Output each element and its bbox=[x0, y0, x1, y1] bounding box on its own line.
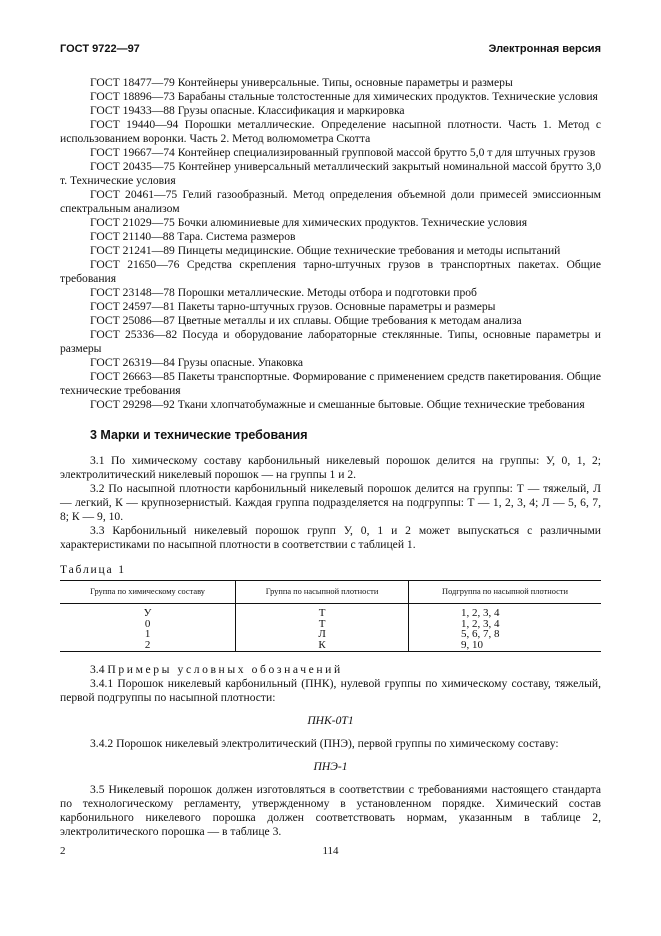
table-cell: 1 bbox=[144, 628, 151, 640]
paragraph-3-1: 3.1 По химическому составу карбонильный никелевый порошок делится на группы: У, 0, 1, 2; электролитический никелевый порошок — на группы 1 и 2. bbox=[60, 454, 601, 481]
reference-item: ГОСТ 26663—85 Пакеты транспортные. Формирование с применением средств пакетирования. Общие технические требования bbox=[60, 370, 601, 397]
paragraph-3-5: 3.5 Никелевый порошок должен изготовляться в соответствии с требованиями настоящего стандарта по технологическому регламенту, утвержденному в установленном порядке. Химический состав карбонильного никелевого порошка должен соответствовать нормам, указанным в таблице 2, электролитического порошка — в таблице 3. bbox=[60, 783, 601, 838]
table-row bbox=[60, 640, 601, 652]
table-cell: Л bbox=[236, 629, 409, 640]
table-cell: 0 bbox=[144, 617, 151, 630]
reference-item: ГОСТ 18896—73 Барабаны стальные толстостенные для химических продуктов. Технические условия bbox=[90, 90, 598, 103]
reference-item: ГОСТ 19440—94 Порошки металлические. Определение насыпной плотности. Часть 1. Метод с использованием воронки. Часть 2. Метод волюмометра Скотта bbox=[60, 118, 601, 145]
reference-item: ГОСТ 21650—76 Средства скрепления тарно-штучных грузов в транспортных пакетах. Общие требования bbox=[60, 258, 601, 285]
table-cell: Т bbox=[236, 604, 409, 619]
reference-item: ГОСТ 23148—78 Порошки металлические. Методы отбора и подготовки проб bbox=[90, 286, 477, 299]
paragraph-3-3: 3.3 Карбонильный никелевый порошок групп У, 0, 1 и 2 может выпускаться с различными характеристиками по насыпной плотности в соответствии с таблицей 1. bbox=[60, 524, 601, 551]
subsection-title: Примеры условных обозначений bbox=[107, 663, 343, 676]
page-footer bbox=[60, 844, 601, 858]
table-cell: 1, 2, 3, 4 bbox=[409, 604, 602, 619]
section-heading: 3 Марки и технические требования bbox=[90, 428, 308, 442]
reference-item: ГОСТ 20461—75 Гелий газообразный. Метод определения объемной доли примесей эмиссионным спектральным анализом bbox=[60, 188, 601, 215]
designation-example-1: ПНК-0Т1 bbox=[307, 714, 354, 727]
version-label: Электронная версия bbox=[488, 43, 601, 55]
table-row bbox=[60, 629, 601, 640]
column-header: Группа по химическому составу bbox=[60, 581, 236, 604]
table-cell: Т bbox=[236, 619, 409, 630]
table-cell: К bbox=[236, 640, 409, 652]
reference-item: ГОСТ 25086—87 Цветные металлы и их сплавы. Общие требования к методам анализа bbox=[90, 314, 522, 327]
reference-item: ГОСТ 24597—81 Пакеты тарно-штучных грузов. Основные параметры и размеры bbox=[90, 300, 496, 313]
reference-item: ГОСТ 29298—92 Ткани хлопчатобумажные и смешанные бытовые. Общие технические требования bbox=[90, 398, 585, 411]
reference-item: ГОСТ 26319—84 Грузы опасные. Упаковка bbox=[90, 356, 304, 369]
reference-item: ГОСТ 21140—88 Тара. Система размеров bbox=[90, 230, 296, 243]
page-number: 2 bbox=[60, 845, 66, 857]
subsection-3-4-title bbox=[60, 663, 601, 677]
paragraph-3-4-2: 3.4.2 Порошок никелевый электролитический (ПНЭ), первой группы по химическому составу: bbox=[90, 737, 559, 750]
table-caption: Таблица 1 bbox=[60, 563, 126, 576]
page-header bbox=[60, 42, 601, 58]
column-header: Подгруппа по насыпной плотности bbox=[409, 581, 602, 604]
reference-item: ГОСТ 21241—89 Пинцеты медицинские. Общие технические требования и методы испытаний bbox=[90, 244, 561, 257]
paragraph-3-4-1: 3.4.1 Порошок никелевый карбонильный (ПНК), нулевой группы по химическому составу, тяжелый, первой подгруппы по насыпной плотности: bbox=[60, 677, 601, 704]
reference-item: ГОСТ 19667—74 Контейнер специализированный групповой массой брутто 5,0 т для штучных грузов bbox=[90, 146, 596, 159]
table-cell: 5, 6, 7, 8 bbox=[409, 629, 602, 640]
table-cell: У bbox=[143, 607, 152, 619]
standard-number: ГОСТ 9722—97 bbox=[60, 43, 140, 55]
page-content bbox=[60, 76, 601, 839]
table-1 bbox=[60, 580, 601, 652]
table-cell: 9, 10 bbox=[409, 640, 602, 652]
table-cell: 1, 2, 3, 4 bbox=[409, 619, 602, 630]
reference-item: ГОСТ 19433—88 Грузы опасные. Классификация и маркировка bbox=[90, 104, 405, 117]
table-row bbox=[60, 619, 601, 630]
reference-item: ГОСТ 25336—82 Посуда и оборудование лабораторные стеклянные. Типы, основные параметры и размеры bbox=[60, 328, 601, 355]
reference-item: ГОСТ 20435—75 Контейнер универсальный металлический закрытый номинальной массой брутто 3,0 т. Технические условия bbox=[60, 160, 601, 187]
paragraph-3-2: 3.2 По насыпной плотности карбонильный никелевый порошок делится на группы: Т — тяжелый, Л — легкий, К — крупнозернистый. Каждая группа подразделяется на подгруппы: Т — 1, 2, 3, 4; Л — 5, 6, 7, 8; К — 9, 10. bbox=[60, 482, 601, 523]
column-header: Группа по насыпной плотности bbox=[236, 581, 409, 604]
designation-example-2: ПНЭ-1 bbox=[313, 760, 348, 773]
subsection-number: 3.4 bbox=[90, 663, 105, 676]
reference-item: ГОСТ 18477—79 Контейнеры универсальные. Типы, основные параметры и размеры bbox=[90, 76, 513, 89]
table-cell: 2 bbox=[60, 640, 236, 652]
references-list bbox=[60, 76, 601, 412]
source-page-number: 114 bbox=[322, 845, 339, 857]
table-row bbox=[60, 604, 601, 619]
reference-item: ГОСТ 21029—75 Бочки алюминиевые для химических продуктов. Технические условия bbox=[90, 216, 528, 229]
table-header-row bbox=[60, 581, 601, 604]
